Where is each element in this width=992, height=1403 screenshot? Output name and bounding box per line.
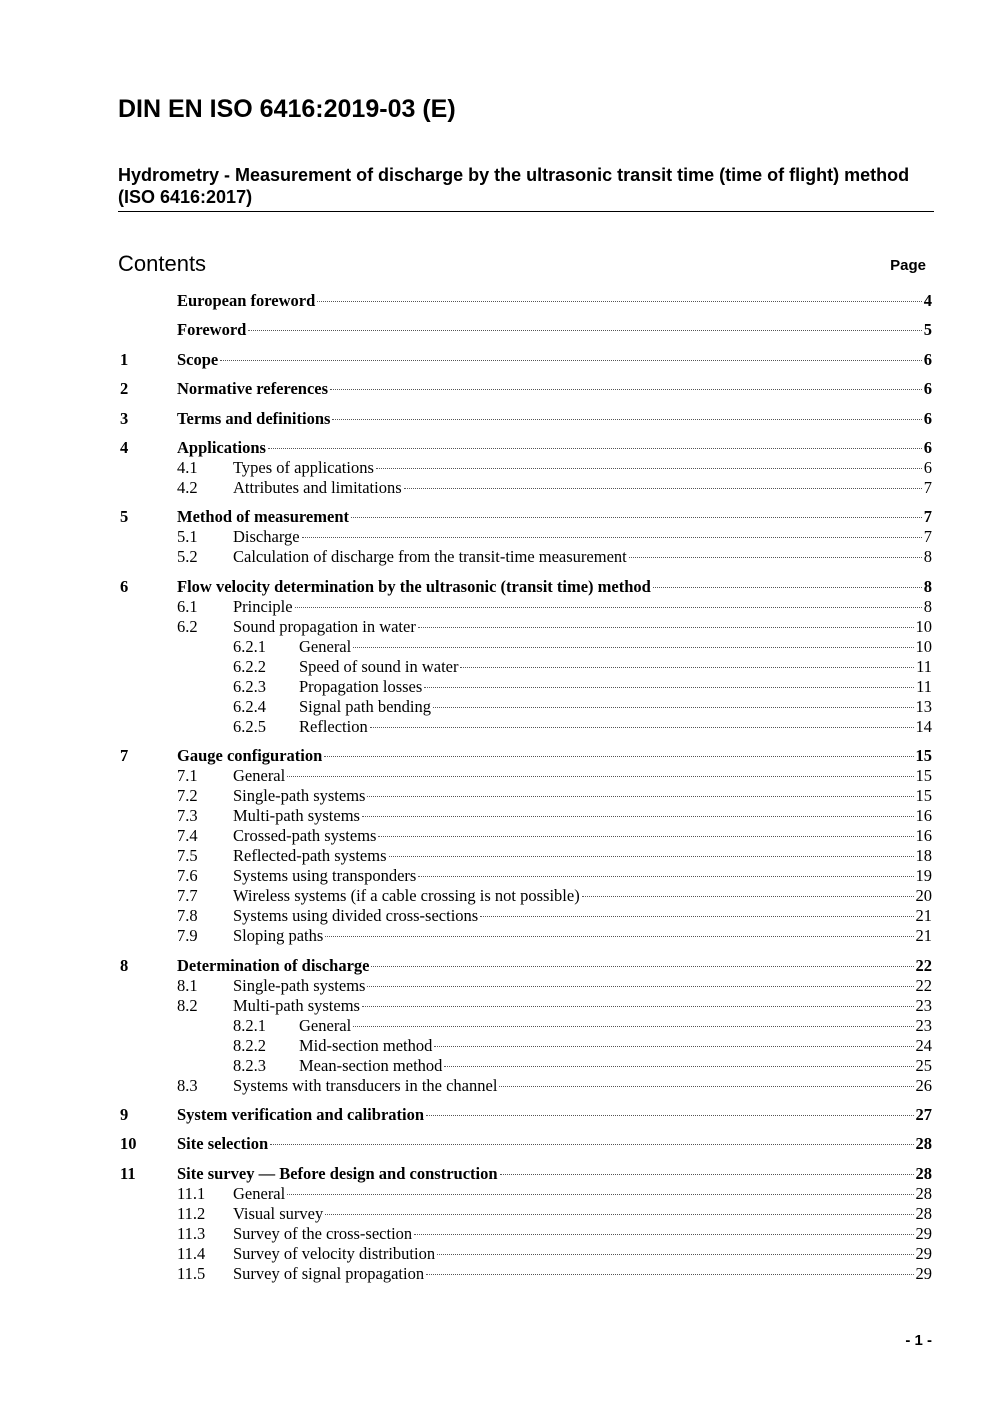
toc-leader-dots bbox=[404, 488, 922, 489]
toc-leader-dots bbox=[302, 537, 922, 538]
page-column-label: Page bbox=[890, 257, 926, 274]
toc-entry[interactable] bbox=[120, 1105, 932, 1125]
toc-entry-page: 6 bbox=[923, 408, 932, 428]
toc-entry-number: 5.1 bbox=[177, 527, 198, 547]
toc-entry-title: European foreword bbox=[177, 291, 316, 310]
toc-entry[interactable] bbox=[120, 438, 932, 458]
toc-leader-dots bbox=[500, 1174, 914, 1175]
toc-entry[interactable] bbox=[120, 637, 932, 657]
toc-leader-dots bbox=[362, 1006, 914, 1007]
toc-entry[interactable] bbox=[120, 1184, 932, 1204]
toc-entry-page: 15 bbox=[915, 766, 932, 786]
toc-leader-dots bbox=[480, 916, 913, 917]
toc-leader-dots bbox=[325, 1214, 913, 1215]
toc-leader-dots bbox=[351, 517, 922, 518]
toc-entry-page: 26 bbox=[915, 1075, 932, 1095]
toc-entry-page: 28 bbox=[915, 1163, 932, 1183]
page-number: - 1 - bbox=[905, 1332, 932, 1349]
toc-entry-title: Gauge configuration bbox=[177, 746, 323, 766]
toc-entry-title: Survey of the cross-section bbox=[233, 1223, 413, 1243]
toc-entry[interactable] bbox=[120, 1204, 932, 1224]
toc-entry-number: 6.2.1 bbox=[233, 636, 266, 656]
toc-entry-number: 8.2.1 bbox=[233, 1015, 266, 1035]
toc-entry-number: 7.8 bbox=[177, 906, 198, 926]
toc-entry[interactable] bbox=[120, 1264, 932, 1284]
toc-entry-number: 8.1 bbox=[177, 975, 198, 995]
toc-entry-number: 6.2.5 bbox=[233, 716, 266, 736]
toc-entry-title: General bbox=[299, 636, 352, 656]
toc-leader-dots bbox=[582, 896, 914, 897]
toc-entry-page: 7 bbox=[923, 527, 932, 547]
toc-entry-page: 13 bbox=[915, 696, 932, 716]
toc-entry-page: 14 bbox=[915, 716, 932, 736]
toc-entry-title: General bbox=[233, 1183, 286, 1203]
toc-entry-title: Sloping paths bbox=[233, 926, 324, 946]
toc-entry-number: 6.2.3 bbox=[233, 676, 266, 696]
toc-entry-page: 25 bbox=[915, 1055, 932, 1075]
toc-entry-number: 11.4 bbox=[177, 1243, 206, 1263]
toc-entry-title: Signal path bending bbox=[299, 696, 431, 716]
toc-entry-page: 15 bbox=[915, 786, 932, 806]
toc-leader-dots bbox=[437, 1254, 913, 1255]
toc-leader-dots bbox=[460, 667, 914, 668]
toc-entry-page: 10 bbox=[915, 616, 932, 636]
toc-entry[interactable] bbox=[120, 617, 932, 637]
toc-leader-dots bbox=[268, 448, 922, 449]
toc-entry[interactable] bbox=[120, 956, 932, 976]
toc-entry-number: 7.5 bbox=[177, 846, 198, 866]
toc-leader-dots bbox=[325, 936, 913, 937]
toc-entry-title: Sound propagation in water bbox=[233, 616, 416, 636]
toc-entry[interactable] bbox=[120, 786, 932, 806]
toc-entry-page: 24 bbox=[915, 1035, 932, 1055]
toc-leader-dots bbox=[371, 966, 913, 967]
toc-leader-dots bbox=[389, 856, 914, 857]
toc-leader-dots bbox=[295, 607, 922, 608]
toc-entry-number: 7 bbox=[120, 746, 129, 766]
toc-entry-number: 7.3 bbox=[177, 806, 198, 826]
toc-entry-title: Speed of sound in water bbox=[299, 656, 459, 676]
toc-leader-dots bbox=[248, 330, 921, 331]
toc-entry-number: 6.2.4 bbox=[233, 696, 266, 716]
toc-entry-title: Wireless systems (if a cable crossing is not possible) bbox=[233, 886, 580, 906]
toc-entry[interactable] bbox=[120, 1244, 932, 1264]
toc-entry-number: 10 bbox=[120, 1134, 137, 1154]
toc-entry-number: 8 bbox=[120, 955, 129, 975]
toc-entry-page: 21 bbox=[915, 926, 932, 946]
toc-entry-title: Mid-section method bbox=[299, 1035, 433, 1055]
toc-entry[interactable] bbox=[120, 996, 932, 1016]
toc-entry-number: 6.2.2 bbox=[233, 656, 266, 676]
toc-entry-title: Mean-section method bbox=[299, 1055, 443, 1075]
toc-entry-number: 11.3 bbox=[177, 1223, 206, 1243]
toc-entry[interactable] bbox=[120, 478, 932, 498]
toc-entry-title: Site selection bbox=[177, 1134, 269, 1154]
toc-entry-page: 8 bbox=[923, 547, 932, 567]
toc-entry[interactable] bbox=[120, 577, 932, 597]
toc-leader-dots bbox=[433, 707, 914, 708]
toc-entry-page: 8 bbox=[923, 576, 932, 596]
toc-entry-title: System verification and calibration bbox=[177, 1104, 425, 1124]
toc-entry-page: 29 bbox=[915, 1223, 932, 1243]
toc-entry-number: 7.6 bbox=[177, 866, 198, 886]
toc-entry-page: 5 bbox=[923, 320, 932, 340]
toc-entry-page: 10 bbox=[915, 636, 932, 656]
toc-leader-dots bbox=[418, 627, 914, 628]
toc-entry-title: Calculation of discharge from the transit-time measurement bbox=[233, 547, 627, 567]
toc-entry[interactable] bbox=[120, 1036, 932, 1056]
toc-entry-page: 23 bbox=[915, 995, 932, 1015]
toc-entry-title: Reflected-path systems bbox=[233, 846, 387, 866]
toc-entry-title: Survey of velocity distribution bbox=[233, 1243, 436, 1263]
toc-entry-page: 28 bbox=[915, 1134, 932, 1154]
toc-leader-dots bbox=[653, 587, 922, 588]
toc-entry-number: 8.2.2 bbox=[233, 1035, 266, 1055]
toc-entry-title: Foreword bbox=[177, 320, 247, 340]
toc-entry-number: 7.7 bbox=[177, 886, 198, 906]
toc-leader-dots bbox=[353, 1026, 913, 1027]
toc-entry[interactable] bbox=[120, 866, 932, 886]
toc-entry[interactable] bbox=[120, 320, 932, 340]
toc-entry-number: 5 bbox=[120, 507, 129, 527]
toc-leader-dots bbox=[330, 389, 922, 390]
toc-entry-page: 6 bbox=[923, 457, 932, 477]
toc-entry-title: Determination of discharge bbox=[177, 955, 370, 975]
toc-entry-title: Flow velocity determination by the ultrasonic (transit time) method bbox=[177, 576, 651, 596]
toc-entry-page: 29 bbox=[915, 1243, 932, 1263]
toc-leader-dots bbox=[370, 727, 914, 728]
toc-entry-number: 3 bbox=[120, 408, 129, 428]
toc-entry[interactable] bbox=[120, 806, 932, 826]
toc-entry[interactable] bbox=[120, 291, 932, 311]
toc-entry-title: Multi-path systems bbox=[233, 806, 360, 826]
toc-entry[interactable] bbox=[120, 1016, 932, 1036]
toc-entry-number: 2 bbox=[120, 379, 129, 399]
toc-entry[interactable] bbox=[120, 657, 932, 677]
toc-entry-number: 7.9 bbox=[177, 926, 198, 946]
toc-entry[interactable] bbox=[120, 379, 932, 399]
toc-entry-number: 9 bbox=[120, 1104, 129, 1124]
toc-leader-dots bbox=[424, 687, 914, 688]
toc-leader-dots bbox=[629, 557, 922, 558]
toc-entry[interactable] bbox=[120, 1056, 932, 1076]
toc-entry-number: 4.2 bbox=[177, 477, 198, 497]
toc-entry-title: Single-path systems bbox=[233, 975, 366, 995]
toc-leader-dots bbox=[353, 647, 913, 648]
toc-entry-page: 16 bbox=[915, 826, 932, 846]
toc-leader-dots bbox=[378, 836, 913, 837]
toc-entry-page: 20 bbox=[915, 886, 932, 906]
toc-entry[interactable] bbox=[120, 846, 932, 866]
toc-entry-title: Terms and definitions bbox=[177, 408, 331, 428]
toc-entry-page: 22 bbox=[915, 955, 932, 975]
toc-entry-title: Attributes and limitations bbox=[233, 477, 402, 497]
toc-entry-title: General bbox=[299, 1015, 352, 1035]
toc-entry[interactable] bbox=[120, 906, 932, 926]
toc-leader-dots bbox=[270, 1144, 913, 1145]
toc-entry-number: 11.2 bbox=[177, 1203, 206, 1223]
toc-entry-title: Multi-path systems bbox=[233, 995, 360, 1015]
toc-entry-number: 11 bbox=[120, 1163, 136, 1183]
toc-leader-dots bbox=[324, 756, 913, 757]
contents-heading: Contents bbox=[118, 251, 207, 276]
toc-entry-number: 7.2 bbox=[177, 786, 198, 806]
toc-entry-number: 4 bbox=[120, 437, 129, 457]
document-title: DIN EN ISO 6416:2019-03 (E) bbox=[118, 95, 456, 123]
toc-entry[interactable] bbox=[120, 1164, 932, 1184]
toc-entry[interactable] bbox=[120, 766, 932, 786]
toc-entry-number: 6.2 bbox=[177, 616, 198, 636]
toc-entry[interactable] bbox=[120, 717, 932, 737]
toc-entry-number: 8.2.3 bbox=[233, 1055, 266, 1075]
toc-leader-dots bbox=[376, 468, 922, 469]
toc-entry-title: Systems using transponders bbox=[233, 866, 417, 886]
toc-leader-dots bbox=[418, 876, 913, 877]
toc-entry-title: Reflection bbox=[299, 716, 368, 736]
toc-entry[interactable] bbox=[120, 507, 932, 527]
toc-entry-page: 11 bbox=[916, 656, 932, 676]
toc-entry-page: 21 bbox=[915, 906, 932, 926]
toc-entry-page: 22 bbox=[915, 975, 932, 995]
toc-leader-dots bbox=[444, 1066, 913, 1067]
toc-entry-title: Systems with transducers in the channel bbox=[233, 1075, 498, 1095]
toc-entry[interactable] bbox=[120, 677, 932, 697]
toc-entry-page: 28 bbox=[915, 1183, 932, 1203]
toc-entry-page: 23 bbox=[915, 1015, 932, 1035]
toc-leader-dots bbox=[434, 1046, 913, 1047]
toc-entry[interactable] bbox=[120, 409, 932, 429]
toc-leader-dots bbox=[317, 301, 921, 302]
toc-entry[interactable] bbox=[120, 458, 932, 478]
toc-entry-title: Propagation losses bbox=[299, 676, 423, 696]
toc-entry[interactable] bbox=[120, 826, 932, 846]
toc-entry-number: 8.2 bbox=[177, 995, 198, 1015]
toc-entry-number: 4.1 bbox=[177, 457, 198, 477]
toc-entry-number: 11.1 bbox=[177, 1183, 206, 1203]
toc-entry-title: Systems using divided cross-sections bbox=[233, 906, 479, 926]
toc-leader-dots bbox=[426, 1115, 913, 1116]
toc-entry[interactable] bbox=[120, 1076, 932, 1096]
toc-entry-title: Visual survey bbox=[233, 1203, 324, 1223]
toc-leader-dots bbox=[367, 796, 913, 797]
toc-entry[interactable] bbox=[120, 697, 932, 717]
toc-entry-title: General bbox=[233, 766, 286, 786]
toc-entry-title: Method of measurement bbox=[177, 507, 349, 527]
toc-leader-dots bbox=[367, 986, 913, 987]
document-subtitle: Hydrometry - Measurement of discharge by the ultrasonic transit time (time of flight) method (ISO 6416:2017) bbox=[118, 164, 934, 212]
toc-entry-number: 5.2 bbox=[177, 547, 198, 567]
toc-entry[interactable] bbox=[120, 886, 932, 906]
toc-entry[interactable] bbox=[120, 597, 932, 617]
toc-entry[interactable] bbox=[120, 1224, 932, 1244]
toc-entry-page: 8 bbox=[923, 596, 932, 616]
toc-entry-title: Normative references bbox=[177, 379, 329, 399]
toc-entry[interactable] bbox=[120, 527, 932, 547]
toc-entry-title: Principle bbox=[233, 596, 293, 616]
toc-entry-page: 4 bbox=[923, 291, 932, 310]
toc-entry[interactable] bbox=[120, 547, 932, 567]
table-of-contents bbox=[120, 291, 932, 1284]
toc-entry-page: 28 bbox=[915, 1203, 932, 1223]
toc-entry-page: 18 bbox=[915, 846, 932, 866]
toc-leader-dots bbox=[287, 1194, 913, 1195]
toc-leader-dots bbox=[414, 1234, 913, 1235]
toc-entry-title: Crossed-path systems bbox=[233, 826, 377, 846]
toc-entry-page: 15 bbox=[915, 746, 932, 766]
toc-entry-number: 7.1 bbox=[177, 766, 198, 786]
toc-entry-page: 19 bbox=[915, 866, 932, 886]
toc-leader-dots bbox=[362, 816, 914, 817]
toc-entry-number: 8.3 bbox=[177, 1075, 198, 1095]
toc-entry-page: 7 bbox=[923, 507, 932, 527]
toc-entry-page: 6 bbox=[923, 379, 932, 399]
toc-entry-page: 16 bbox=[915, 806, 932, 826]
toc-entry-title: Scope bbox=[177, 349, 219, 369]
toc-leader-dots bbox=[220, 360, 922, 361]
toc-entry[interactable] bbox=[120, 746, 932, 766]
toc-entry-page: 27 bbox=[915, 1104, 932, 1124]
toc-entry-title: Single-path systems bbox=[233, 786, 366, 806]
toc-entry-title: Survey of signal propagation bbox=[233, 1263, 425, 1283]
toc-entry-page: 6 bbox=[923, 437, 932, 457]
toc-entry-title: Site survey — Before design and construction bbox=[177, 1163, 498, 1183]
toc-entry-number: 11.5 bbox=[177, 1263, 206, 1283]
toc-entry-title: Applications bbox=[177, 437, 266, 457]
toc-entry-page: 6 bbox=[923, 349, 932, 369]
toc-leader-dots bbox=[426, 1274, 913, 1275]
toc-leader-dots bbox=[499, 1086, 913, 1087]
toc-entry[interactable] bbox=[120, 976, 932, 996]
toc-entry[interactable] bbox=[120, 926, 932, 946]
toc-entry-number: 1 bbox=[120, 349, 129, 369]
toc-leader-dots bbox=[287, 776, 913, 777]
toc-entry[interactable] bbox=[120, 1134, 932, 1154]
toc-entry-number: 6.1 bbox=[177, 596, 198, 616]
toc-entry-title: Discharge bbox=[233, 527, 300, 547]
toc-entry-title: Types of applications bbox=[233, 457, 374, 477]
toc-entry-number: 7.4 bbox=[177, 826, 198, 846]
toc-entry[interactable] bbox=[120, 350, 932, 370]
toc-entry-page: 11 bbox=[916, 676, 932, 696]
toc-entry-page: 29 bbox=[915, 1263, 932, 1283]
toc-entry-page: 7 bbox=[923, 477, 932, 497]
toc-leader-dots bbox=[332, 419, 921, 420]
toc-entry-number: 6 bbox=[120, 576, 129, 596]
